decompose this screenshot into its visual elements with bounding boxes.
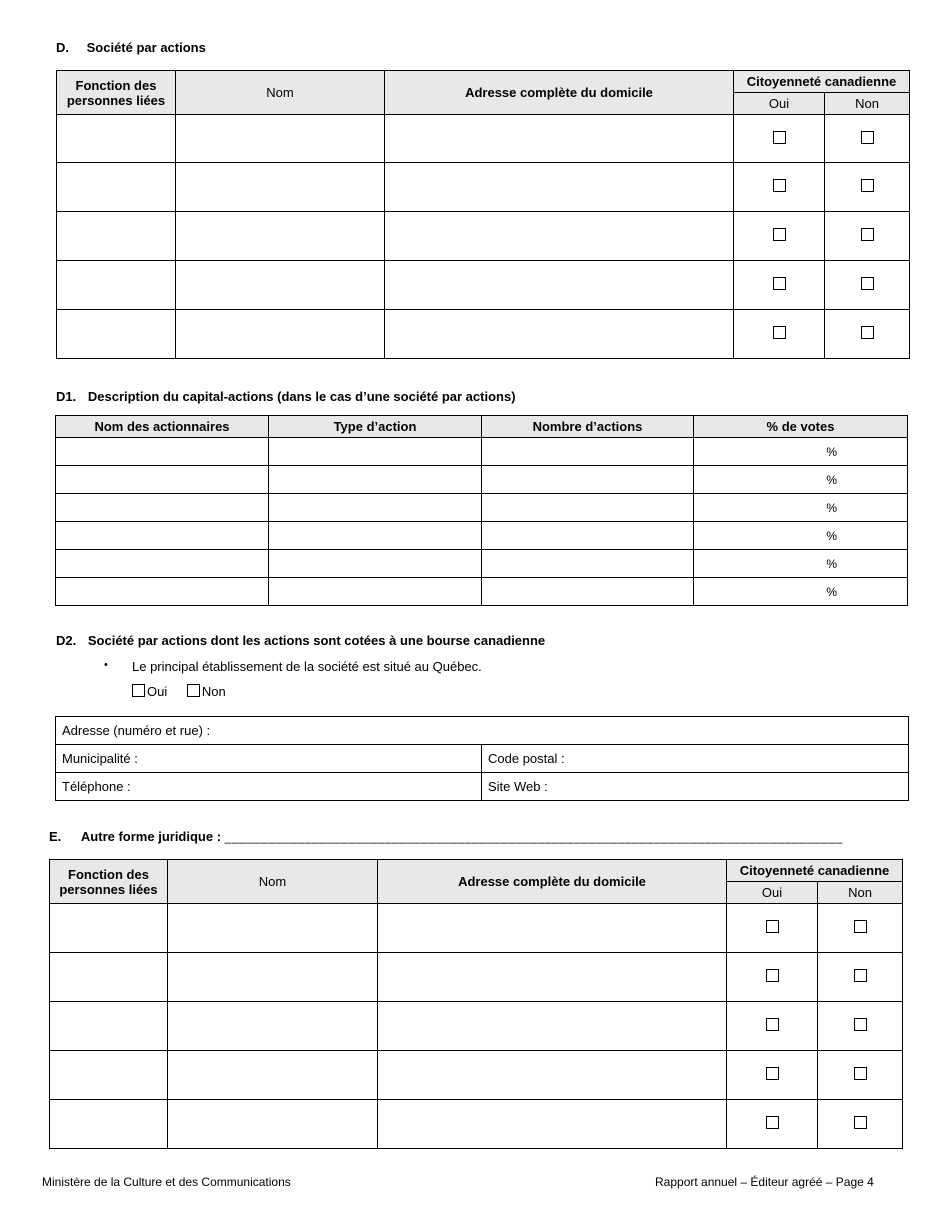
postal-code-field[interactable]: Code postal : xyxy=(482,745,909,773)
nom-cell[interactable] xyxy=(176,310,385,359)
non-checkbox[interactable] xyxy=(861,179,874,192)
header-adresse: Adresse complète du domicile xyxy=(378,860,727,904)
oui-checkbox[interactable] xyxy=(773,179,786,192)
adresse-cell[interactable] xyxy=(385,212,734,261)
table-row xyxy=(56,578,908,606)
header-citoyennete: Citoyenneté canadienne xyxy=(734,71,910,93)
actionnaire-cell[interactable] xyxy=(56,550,269,578)
type-cell[interactable] xyxy=(269,550,482,578)
nom-cell[interactable] xyxy=(176,261,385,310)
bullet: • xyxy=(104,659,108,671)
section-d-letter: D. xyxy=(56,40,69,55)
quebec-statement: Le principal établissement de la société est situé au Québec. xyxy=(132,659,482,674)
non-checkbox[interactable] xyxy=(854,920,867,933)
header-fonction: Fonction des personnes liées xyxy=(57,71,176,115)
municipality-field[interactable]: Municipalité : xyxy=(56,745,482,773)
header-nom: Nom xyxy=(168,860,378,904)
pct-cell[interactable]: % xyxy=(694,550,908,578)
footer-right: Rapport annuel – Éditeur agréé – Page 4 xyxy=(655,1175,874,1189)
oui-checkbox[interactable] xyxy=(766,969,779,982)
pct-cell[interactable]: % xyxy=(694,494,908,522)
table-row xyxy=(56,550,908,578)
nom-cell[interactable] xyxy=(168,953,378,1002)
pct-cell[interactable]: % xyxy=(694,522,908,550)
table-row xyxy=(57,115,910,163)
adresse-cell[interactable] xyxy=(378,1100,727,1149)
header-nombre-actions: Nombre d’actions xyxy=(482,416,694,438)
actionnaire-cell[interactable] xyxy=(56,466,269,494)
fonction-cell[interactable] xyxy=(57,115,176,163)
table-row xyxy=(56,438,908,466)
oui-checkbox[interactable] xyxy=(766,1116,779,1129)
oui-checkbox[interactable] xyxy=(766,920,779,933)
nom-cell[interactable] xyxy=(168,1051,378,1100)
type-cell[interactable] xyxy=(269,578,482,606)
actionnaire-cell[interactable] xyxy=(56,522,269,550)
oui-checkbox[interactable] xyxy=(773,326,786,339)
header-nom: Nom xyxy=(176,71,385,115)
nombre-cell[interactable] xyxy=(482,438,694,466)
section-d1-title xyxy=(56,389,516,404)
footer-left: Ministère de la Culture et des Communications xyxy=(42,1175,291,1189)
non-checkbox[interactable] xyxy=(854,969,867,982)
pct-cell[interactable]: % xyxy=(694,438,908,466)
header-non: Non xyxy=(825,93,910,115)
oui-checkbox[interactable] xyxy=(766,1018,779,1031)
address-table xyxy=(55,716,909,801)
phone-field[interactable]: Téléphone : xyxy=(56,773,482,801)
type-cell[interactable] xyxy=(269,522,482,550)
section-d-title-text: Société par actions xyxy=(86,40,206,55)
table-row xyxy=(50,1002,903,1051)
non-checkbox[interactable] xyxy=(854,1116,867,1129)
nom-cell[interactable] xyxy=(168,1002,378,1051)
type-cell[interactable] xyxy=(269,466,482,494)
d2-non-checkbox[interactable] xyxy=(187,684,200,697)
oui-checkbox[interactable] xyxy=(773,131,786,144)
non-checkbox[interactable] xyxy=(854,1018,867,1031)
adresse-cell[interactable] xyxy=(385,115,734,163)
adresse-cell[interactable] xyxy=(378,1002,727,1051)
table-row xyxy=(50,953,903,1002)
autre-forme-line[interactable]: _____________________________________________________________________________________ xyxy=(224,830,843,844)
header-fonction: Fonction des personnes liées xyxy=(50,860,168,904)
header-type-action: Type d’action xyxy=(269,416,482,438)
d2-oui-label: Oui xyxy=(147,684,168,699)
type-cell[interactable] xyxy=(269,438,482,466)
non-checkbox[interactable] xyxy=(861,326,874,339)
header-pct-votes: % de votes xyxy=(694,416,908,438)
table-row xyxy=(57,310,910,359)
non-checkbox[interactable] xyxy=(861,277,874,290)
table-row xyxy=(50,904,903,953)
fonction-cell[interactable] xyxy=(50,953,168,1002)
oui-checkbox[interactable] xyxy=(773,228,786,241)
section-d1-table xyxy=(55,415,908,606)
section-e-title xyxy=(49,829,843,844)
pct-cell[interactable]: % xyxy=(694,578,908,606)
type-cell[interactable] xyxy=(269,494,482,522)
non-checkbox[interactable] xyxy=(854,1067,867,1080)
d2-oui-checkbox[interactable] xyxy=(132,684,145,697)
pct-cell[interactable]: % xyxy=(694,466,908,494)
fonction-cell[interactable] xyxy=(50,1051,168,1100)
actionnaire-cell[interactable] xyxy=(56,578,269,606)
nom-cell[interactable] xyxy=(176,115,385,163)
fonction-cell[interactable] xyxy=(57,163,176,212)
fonction-cell[interactable] xyxy=(57,212,176,261)
section-d2-title xyxy=(56,633,545,648)
nom-cell[interactable] xyxy=(168,904,378,953)
nombre-cell[interactable] xyxy=(482,578,694,606)
section-d2-title-text: Société par actions dont les actions sont cotées à une bourse canadienne xyxy=(87,633,546,648)
section-e-letter: E. xyxy=(49,829,62,844)
nombre-cell[interactable] xyxy=(482,522,694,550)
d2-choice-group xyxy=(132,684,226,699)
header-citoyennete: Citoyenneté canadienne xyxy=(727,860,903,882)
table-row xyxy=(50,1051,903,1100)
adresse-cell[interactable] xyxy=(385,310,734,359)
d2-non-label: Non xyxy=(201,684,226,699)
section-e-title-text: Autre forme juridique : xyxy=(80,829,222,844)
non-checkbox[interactable] xyxy=(861,131,874,144)
street-field[interactable]: Adresse (numéro et rue) : xyxy=(56,717,909,745)
nombre-cell[interactable] xyxy=(482,550,694,578)
non-checkbox[interactable] xyxy=(861,228,874,241)
table-row xyxy=(57,163,910,212)
nom-cell[interactable] xyxy=(168,1100,378,1149)
table-row xyxy=(57,212,910,261)
table-row xyxy=(50,1100,903,1149)
actionnaire-cell[interactable] xyxy=(56,494,269,522)
table-row xyxy=(56,522,908,550)
website-field[interactable]: Site Web : xyxy=(482,773,909,801)
section-d-title xyxy=(56,40,206,55)
fonction-cell[interactable] xyxy=(50,904,168,953)
fonction-cell[interactable] xyxy=(57,310,176,359)
adresse-cell[interactable] xyxy=(385,261,734,310)
fonction-cell[interactable] xyxy=(57,261,176,310)
adresse-cell[interactable] xyxy=(378,1051,727,1100)
header-adresse: Adresse complète du domicile xyxy=(385,71,734,115)
table-row xyxy=(56,466,908,494)
header-nom-actionnaires: Nom des actionnaires xyxy=(56,416,269,438)
oui-checkbox[interactable] xyxy=(773,277,786,290)
table-row xyxy=(57,261,910,310)
adresse-cell[interactable] xyxy=(378,953,727,1002)
nom-cell[interactable] xyxy=(176,163,385,212)
nom-cell[interactable] xyxy=(176,212,385,261)
fonction-cell[interactable] xyxy=(50,1002,168,1051)
table-row xyxy=(56,494,908,522)
adresse-cell[interactable] xyxy=(385,163,734,212)
header-oui: Oui xyxy=(734,93,825,115)
actionnaire-cell[interactable] xyxy=(56,438,269,466)
header-oui: Oui xyxy=(727,882,818,904)
section-e-table xyxy=(49,859,903,1149)
nombre-cell[interactable] xyxy=(482,466,694,494)
section-d2-letter: D2. xyxy=(56,633,77,648)
adresse-cell[interactable] xyxy=(378,904,727,953)
header-non: Non xyxy=(818,882,903,904)
section-d1-title-text: Description du capital-actions (dans le cas d’une société par actions) xyxy=(87,389,516,404)
oui-checkbox[interactable] xyxy=(766,1067,779,1080)
section-d-table xyxy=(56,70,910,359)
fonction-cell[interactable] xyxy=(50,1100,168,1149)
section-d1-letter: D1. xyxy=(56,389,77,404)
nombre-cell[interactable] xyxy=(482,494,694,522)
